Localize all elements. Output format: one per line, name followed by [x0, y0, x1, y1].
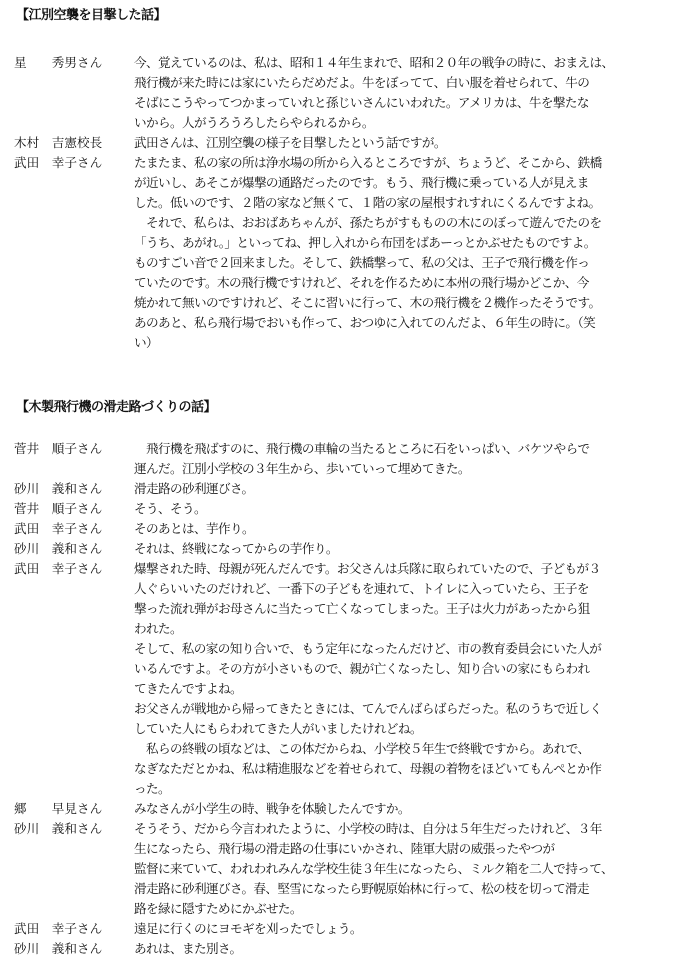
statement-line: てきたんですよね。 — [134, 681, 242, 696]
speaker-name: 武田 幸子さん — [14, 921, 103, 936]
statement-line: 運んだ。江別小学校の３年生から、歩いていって埋めてきた。 — [134, 461, 470, 476]
section-heading: 【江別空襲を目撃した話】 — [16, 8, 167, 23]
statement-line: した。低いのです、２階の家など無くて、１階の家の屋根すれすれにくるんですよね。 — [134, 195, 601, 210]
statement-line: い） — [134, 335, 158, 350]
statement-line: そして、私の家の知り合いで、もう定年になったんだけど、市の教育委員会にいた人が — [134, 641, 602, 656]
speaker-name: 砂川 義和さん — [14, 481, 103, 496]
speaker-name: 砂川 義和さん — [14, 541, 103, 556]
speaker-name: 武田 幸子さん — [14, 561, 103, 576]
statement-line: していた人にもらわれてきた人がいましたけれどね。 — [134, 721, 422, 736]
statement-line: 路を緑に隠すためにかぶせた。 — [134, 901, 302, 916]
speaker-name: 菅井 順子さん — [14, 441, 103, 456]
statement-line: そのあとは、芋作り。 — [134, 521, 254, 536]
statement-line: そう、そう。 — [134, 501, 206, 516]
statement-line: 私らの終戦の頃などは、この体だからね、小学校５年生で終戦ですから。あれで、 — [134, 741, 590, 756]
statement-line: あれは、また別さ。 — [134, 941, 242, 956]
speaker-name: 菅井 順子さん — [14, 501, 103, 516]
statement-line: 爆撃された時、母親が死んだんです。お父さんは兵隊に取られていたので、子どもが３ — [134, 561, 601, 576]
statement-line: 人ぐらいいたのだけれど、一番下の子どもを連れて、トイレに入っていたら、王子を — [134, 581, 589, 596]
speaker-name: 砂川 義和さん — [14, 821, 103, 836]
statement-line: 滑走路に砂利運びさ。春、堅雪になったら野幌原始林に行って、松の枝を切って滑走 — [134, 881, 590, 896]
statement-line: 滑走路の砂利運びさ。 — [134, 481, 254, 496]
speaker-name: 木村 吉憲校長 — [14, 135, 103, 150]
statement-line: が近いし、あそこが爆撃の通路だったのです。もう、飛行機に乗っている人が見えま — [134, 175, 589, 190]
statement-line: 監督に来ていて、われわれみんな学校生徒３年生になったら、ミルク箱を二人で持って、 — [134, 861, 613, 876]
statement-line: った。 — [134, 781, 170, 796]
statement-line: ものすごい音で２回来ました。そして、鉄橋撃って、私の父は、王子で飛行機を作っ — [134, 255, 590, 270]
statement-line: 今、覚えているのは、私は、昭和１４年生まれで、昭和２０年の戦争の時に、おまえは、 — [134, 55, 614, 70]
statement-line: たまたま、私の家の所は浄水場の所から入るところですが、ちょうど、そこから、鉄橋 — [134, 155, 602, 170]
statement-line: それは、終戦になってからの芋作り。 — [134, 541, 338, 556]
statement-line: それで、私らは、おおばあちゃんが、孫たちがすもものの木にのぼって遊んでたのを — [134, 215, 602, 230]
statement-line: 「うち、あがれ。」といってね、押し入れから布団をばあーっとかぶせたものですよ。 — [134, 235, 596, 250]
statement-line: 飛行機が来た時には家にいたらだめだよ。牛をぼってて、白い服を着せられて、牛の — [134, 75, 590, 90]
statement-line: いから。人がうろうろしたらやられるから。 — [134, 115, 374, 130]
statement-line: なぎなただとかね、私は精進服などを着せられて、母親の着物をほどいてもんぺとか作 — [134, 761, 602, 776]
statement-line: 飛行機を飛ばすのに、飛行機の車輪の当たるところに石をいっぱい、バケツやらで — [134, 441, 590, 456]
section-heading: 【木製飛行機の滑走路づくりの話】 — [16, 400, 217, 415]
statement-line: 生になったら、飛行場の滑走路の仕事にいかされ、陸軍大尉の威張ったやつが — [134, 841, 555, 856]
speaker-name: 郷 早見さん — [14, 801, 103, 816]
statement-line: 撃った流れ弾がお母さんに当たって亡くなってしまった。王子は火力があったから狙 — [134, 601, 590, 616]
statement-line: いるんですよ。その方が小さいもので、親が亡くなったし、知り合いの家にもらわれ — [134, 661, 590, 676]
statement-line: ていたのです。木の飛行機ですけれど、それを作るために本州の飛行場かどこか、今 — [134, 275, 589, 290]
statement-line: そうそう、だから今言われたように、小学校の時は、自分は５年生だったけれど、３年 — [134, 821, 602, 836]
speaker-name: 武田 幸子さん — [14, 155, 103, 170]
statement-line: われた。 — [134, 621, 182, 636]
statement-line: お父さんが戦地から帰ってきたときには、てんでんばらばらだった。私のうちで近しく — [134, 701, 602, 716]
speaker-name: 星 秀男さん — [14, 55, 103, 70]
speaker-name: 武田 幸子さん — [14, 521, 103, 536]
statement-line: 焼かれて無いのですけれど、そこに習いに行って、木の飛行機を２機作ったそうです。 — [134, 295, 601, 310]
speaker-name: 砂川 義和さん — [14, 941, 103, 956]
statement-line: 武田さんは、江別空襲の様子を目撃したという話ですが。 — [134, 135, 446, 150]
statement-line: 遠足に行くのにヨモギを刈ったでしょう。 — [134, 921, 362, 936]
statement-line: そばにこうやってつかまっていれと孫じいさんにいわれた。アメリカは、牛を撃たな — [134, 95, 589, 110]
statement-line: みなさんが小学生の時、戦争を体験したんですか。 — [134, 801, 410, 816]
statement-line: あのあと、私ら飛行場でおいも作って、おつゆに入れてのんだよ、６年生の時に。（笑 — [134, 315, 596, 330]
